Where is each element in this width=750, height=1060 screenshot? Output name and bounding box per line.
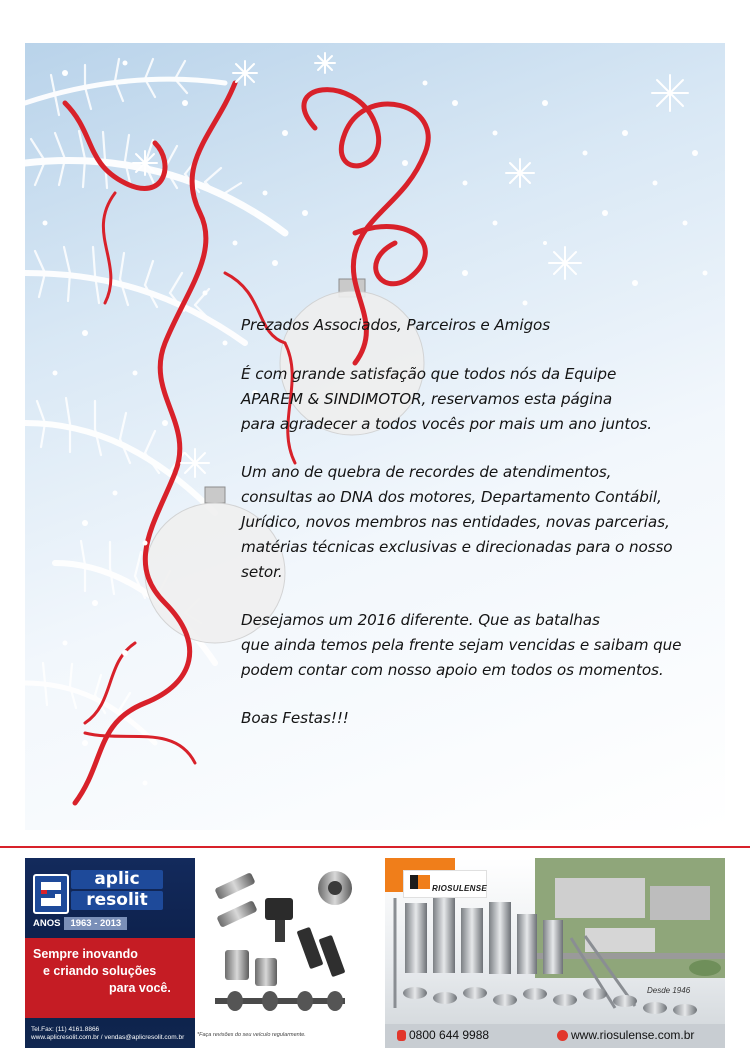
christmas-card: [25, 43, 725, 830]
aplic-contact: [31, 1026, 184, 1042]
riosulense-phone[interactable]: 0800 644 9988: [409, 1028, 490, 1042]
aplic-phone: Tel.Fax: (11) 4161.8866: [31, 1026, 100, 1033]
riosulense-ad[interactable]: [385, 858, 725, 1048]
phone-icon: [397, 1030, 406, 1041]
riosulense-website[interactable]: www.riosulense.com.br: [571, 1028, 695, 1042]
aplic-footnote: *Faça revisões do seu veículo regularmente.: [197, 1032, 306, 1038]
aplic-slogan-line: Sempre inovando: [33, 947, 138, 961]
riosulense-since: Desde 1946: [647, 986, 691, 995]
globe-icon: [557, 1030, 568, 1041]
message-paragraph: É com grande satisfação que todos nós da Equipe APAREM & SINDIMOTOR, reservamos esta página para agradecer a todos vocês por mais um ano juntos.: [241, 365, 652, 433]
aplic-slogan: [33, 946, 183, 997]
aplic-years-range: 1963 - 2013: [64, 917, 127, 930]
riosulense-logo: [403, 870, 487, 898]
message-paragraph: Desejamos um 2016 diferente. Que as batalhas que ainda temos pela frente sejam vencidas e saibam que podem contar com nosso apoio em todos os momentos.: [241, 611, 682, 679]
aplic-resolit-ad[interactable]: [25, 858, 365, 1048]
aplic-anniversary: [33, 918, 127, 929]
engine-parts-illustration: [195, 858, 365, 1028]
red-divider: [0, 846, 750, 848]
riosulense-logo-mark: [410, 875, 430, 889]
greeting-line: Prezados Associados, Parceiros e Amigos: [241, 316, 551, 334]
message-paragraph: Um ano de quebra de recordes de atendimentos, consultas ao DNA dos motores, Departamento Contábil, Jurídico, novos membros nas entidades, novas parcerias, matérias técnicas exclusivas e direcionadas para o nosso setor.: [241, 463, 673, 581]
aplic-products-image: [195, 858, 365, 1048]
aplic-website[interactable]: www.aplicresolit.com.br / vendas@aplicresolit.com.br: [31, 1034, 185, 1041]
aplic-slogan-line: e criando soluções: [43, 964, 157, 978]
aplic-brand-name: aplic: [71, 870, 163, 889]
aplic-years-label: ANOS: [33, 918, 61, 929]
riosulense-brand: RIOSULENSE: [432, 884, 488, 893]
closing-line: Boas Festas!!!: [241, 709, 349, 727]
greeting-message: [241, 313, 721, 731]
aplic-brand-name-2: resolit: [71, 891, 163, 910]
aplic-logo-mark: [35, 876, 67, 912]
aplic-logo-icon: [33, 874, 69, 914]
aplic-slogan-line: para você.: [109, 981, 171, 995]
